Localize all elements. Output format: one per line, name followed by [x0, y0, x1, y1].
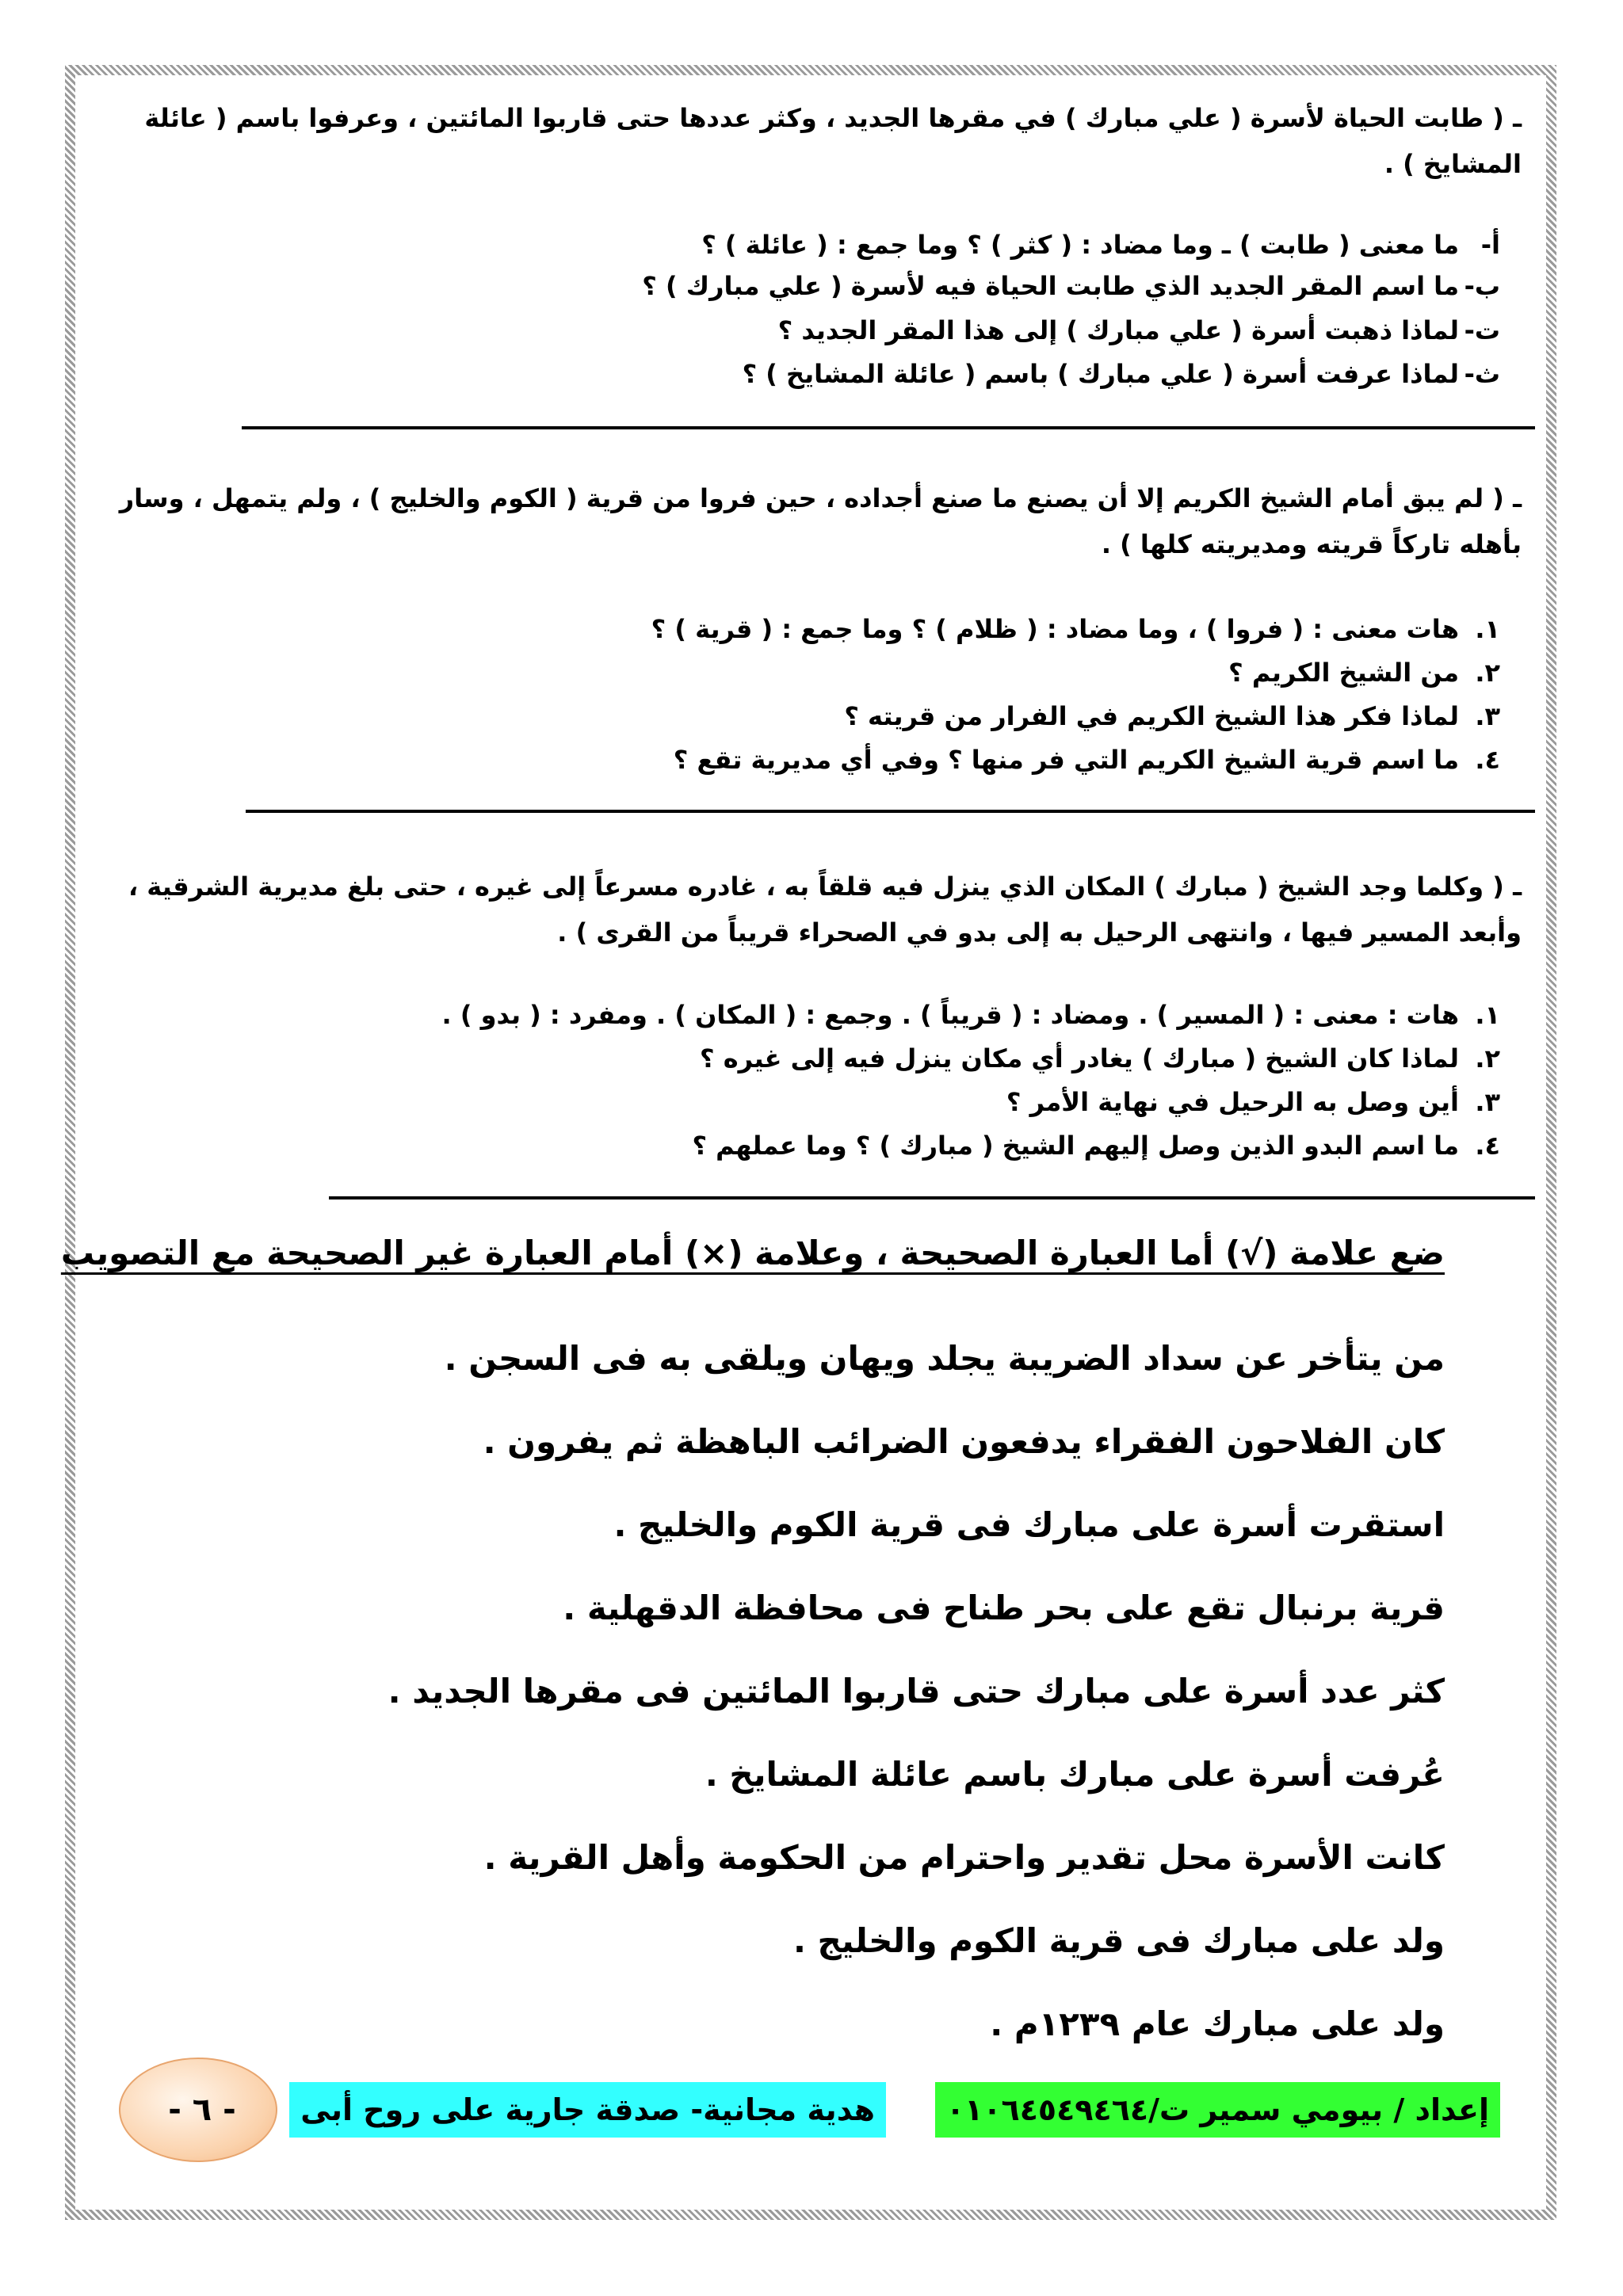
statement-2: كان الفلاحون الفقراء يدفعون الضرائب الباهظة ثم يفرون . [483, 1422, 1445, 1461]
question-3-4 [692, 1127, 1500, 1165]
question-text: لماذا ذهبت أسرة ( علي مبارك ) إلى هذا المقر الجديد ؟ [777, 315, 1459, 345]
question-3-3 [1006, 1083, 1500, 1121]
question-marker: ١. [1475, 1000, 1500, 1030]
question-marker: ت- [1464, 315, 1500, 345]
passage-3: ـ ( وكلما وجد الشيخ ( مبارك ) المكان الذي ينزل فيه قلقاً به ، غادره مسرعاً إلى غيره ، حتى بلغ مديرية الشرقية ، وأبعد المسير فيها ، وانتهى الرحيل به إلى بدو في الصحراء قريباً من القرى ) . [128, 871, 1522, 948]
question-marker: ب- [1464, 271, 1500, 301]
question-1d [743, 355, 1500, 393]
question-text: أين وصل به الرحيل في نهاية الأمر ؟ [1006, 1087, 1459, 1117]
statement-8: ولد على مبارك فى قرية الكوم والخليج . [792, 1921, 1445, 1960]
statement-3: استقرت أسرة على مبارك فى قرية الكوم والخليج . [613, 1505, 1445, 1544]
question-marker: ٤. [1475, 745, 1500, 775]
author-credit: إعداد / بيومي سمير ت/٠١٠٦٤٥٤٩٤٦٤ [935, 2082, 1500, 2138]
statement-6: عُرفت أسرة على مبارك باسم عائلة المشايخ . [705, 1755, 1445, 1794]
question-marker: ١. [1475, 614, 1500, 644]
statement-5: كثر عدد أسرة على مبارك حتى قاربوا المائتين فى مقرها الجديد . [388, 1672, 1445, 1711]
question-text: هات : معنى : ( المسير ) . ومضاد : ( قريباً ) . وجمع : ( المكان ) . ومفرد : ( بدو ) . [441, 1000, 1459, 1030]
question-marker: ث- [1464, 359, 1500, 389]
question-text: ما اسم قرية الشيخ الكريم التي فر منها ؟ وفي أي مديرية تقع ؟ [673, 745, 1459, 775]
question-marker: ٣. [1475, 1087, 1500, 1117]
question-2-4 [674, 741, 1500, 779]
passage-2: ـ ( لم يبق أمام الشيخ الكريم إلا أن يصنع ما صنع أجداده ، حين فروا من قرية ( الكوم والخليج ) ، ولم يتمهل ، وسار بأهله تاركاً قريته ومديريته كلها ) . [119, 483, 1522, 559]
question-3-2 [700, 1039, 1500, 1077]
question-2-2 [1228, 654, 1500, 692]
question-marker: ٢. [1475, 1043, 1500, 1074]
statement-4: قرية برنبال تقع على بحر طناح فى محافظة الدقهلية . [563, 1589, 1445, 1627]
statement-1: من يتأخر عن سداد الضريبة يجلد ويهان ويلقى به فى السجن . [444, 1339, 1445, 1378]
question-2-1 [651, 610, 1500, 648]
question-text: لماذا فكر هذا الشيخ الكريم في الفرار من قريته ؟ [844, 701, 1459, 731]
divider [242, 426, 1535, 429]
question-text: ما اسم البدو الذين وصل إليهم الشيخ ( مبارك ) ؟ وما عملهم ؟ [692, 1131, 1459, 1161]
question-text: ما اسم المقر الجديد الذي طابت الحياة فيه لأسرة ( علي مبارك ) ؟ [642, 271, 1459, 301]
question-text: هات معنى : ( فروا ) ، وما مضاد : ( ظلام ) ؟ وما جمع : ( قرية ) ؟ [651, 614, 1459, 644]
dedication-text: هدية مجانية- صدقة جارية على روح أبى [289, 2082, 886, 2138]
question-marker: ٣. [1475, 701, 1500, 731]
question-text: ما معنى ( طابت ) ـ وما مضاد : ( كثر ) ؟ وما جمع : ( عائلة ) ؟ [701, 230, 1459, 260]
divider [329, 1196, 1535, 1199]
question-text: لماذا كان الشيخ ( مبارك ) يغادر أي مكان ينزل فيه إلى غيره ؟ [700, 1043, 1459, 1074]
question-2-3 [844, 697, 1500, 735]
divider [246, 810, 1535, 813]
page-number: - ٦ - [168, 2092, 236, 2128]
question-3-1 [442, 996, 1500, 1034]
question-text: من الشيخ الكريم ؟ [1228, 658, 1459, 688]
exercise-heading: ضع علامة (√) أما العبارة الصحيحة ، وعلامة (×) أمام العبارة غير الصحيحة مع التصويب [60, 1234, 1445, 1272]
statement-7: كانت الأسرة محل تقدير واحترام من الحكومة وأهل القرية . [483, 1838, 1445, 1877]
question-marker: ٤. [1475, 1131, 1500, 1161]
question-1b [642, 267, 1500, 305]
question-text: لماذا عرفت أسرة ( علي مبارك ) باسم ( عائلة المشايخ ) ؟ [742, 359, 1459, 389]
passage-1: ـ ( طابت الحياة لأسرة ( علي مبارك ) في مقرها الجديد ، وكثر عددها حتى قاربوا المائتين ، وعرفوا باسم ( عائلة المشايخ ) . [144, 103, 1522, 179]
question-marker: ٢. [1475, 658, 1500, 688]
question-marker: أ- [1480, 230, 1500, 260]
question-1c [778, 311, 1500, 349]
statement-9: ولد على مبارك عام ١٢٣٩م . [990, 2004, 1445, 2043]
question-1a [701, 226, 1500, 264]
